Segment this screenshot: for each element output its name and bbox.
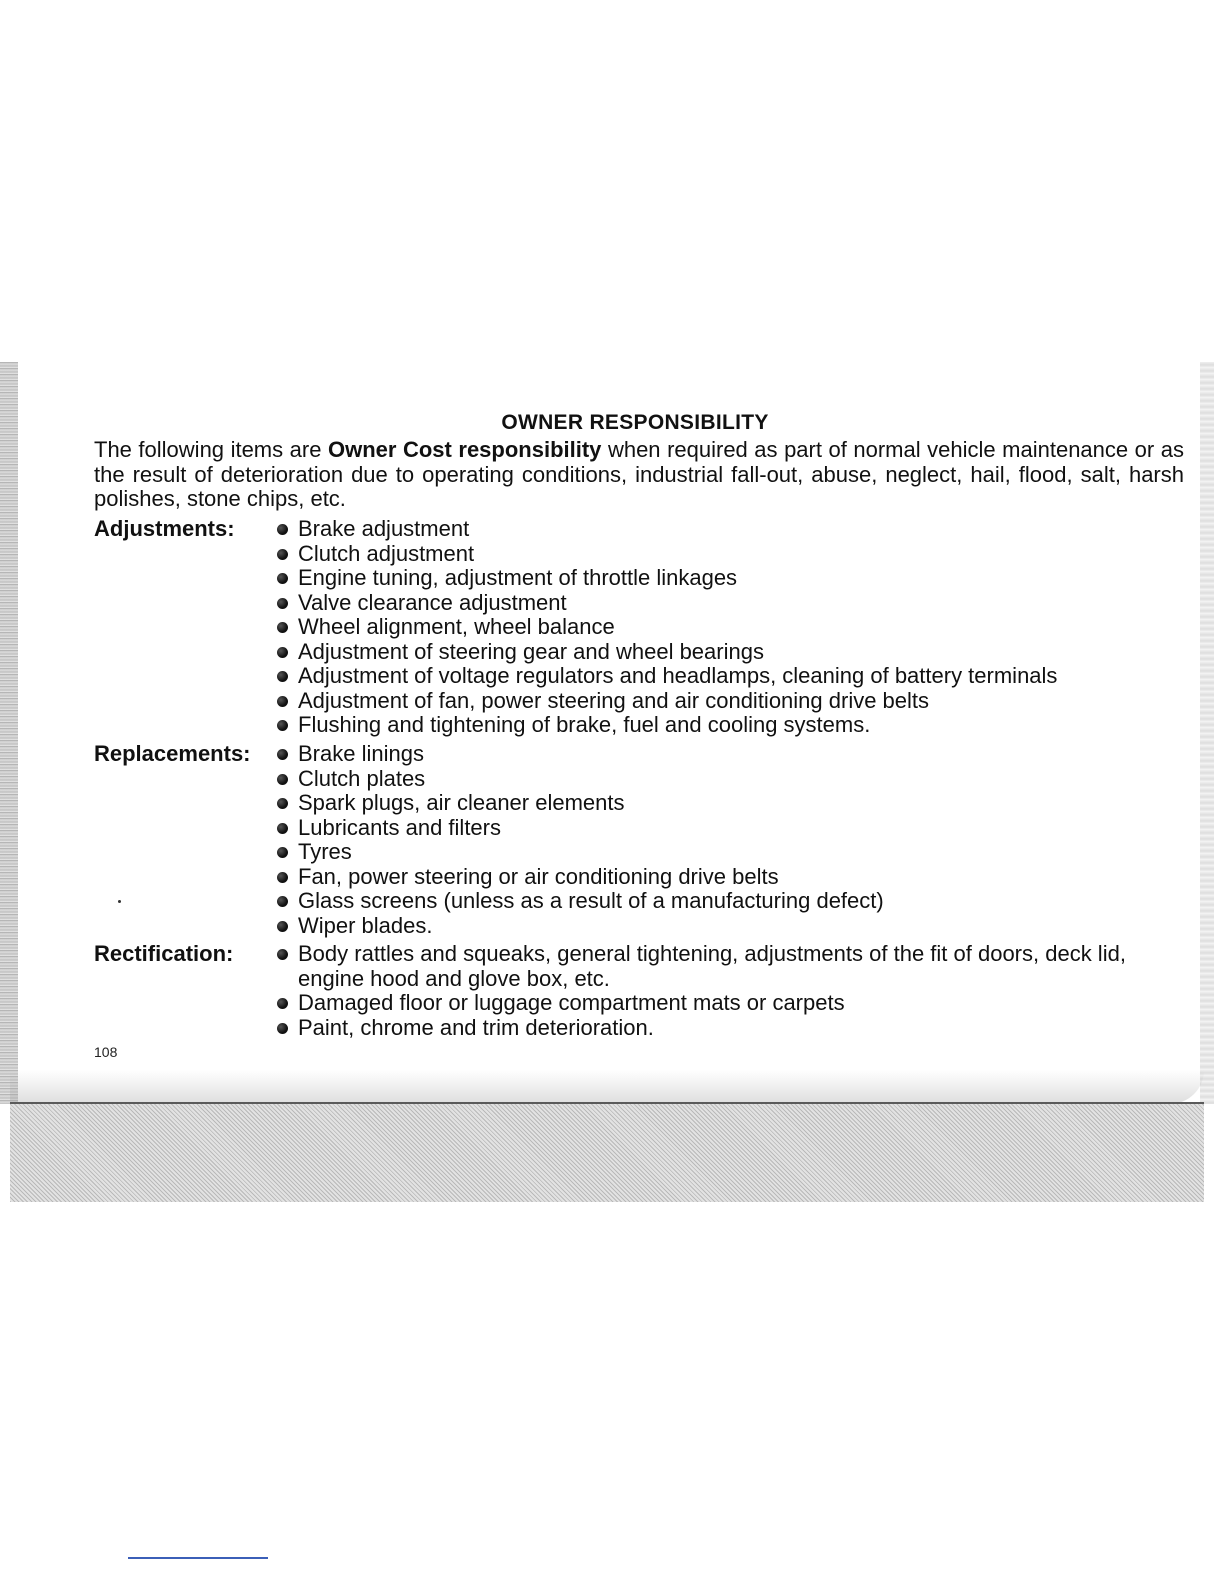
bullet-icon [277,872,288,883]
bullet-icon [277,573,288,584]
list-item-text: Adjustment of steering gear and wheel bearings [298,638,764,664]
list-item [275,816,1175,841]
list-item [275,566,1175,591]
list-item [275,865,1175,890]
bullet-icon [277,798,288,809]
list-item [275,742,1175,767]
list-item-text: Brake linings [298,741,424,766]
scan-background-band [10,1104,1204,1202]
list-item [275,991,1180,1016]
page-title: OWNER RESPONSIBILITY [501,411,769,434]
bullet-icon [277,647,288,658]
bullet-icon [277,696,288,707]
list-item-text: Lubricants and filters [298,814,501,840]
adjustments-list [275,517,1175,738]
list-item-text: Glass screens (unless as a result of a manufacturing defect) [298,888,884,913]
bullet-icon [277,998,288,1009]
stray-dot-mark [118,900,121,903]
replacements-list [275,742,1175,938]
intro-text-after: when required as part of normal vehicle maintenance or as the result of deterioration due to operating conditions, industrial fall-out, abuse, neglect, hail, flood, salt, harsh polishes, stone chips, etc. [94,437,1184,511]
bullet-icon [277,622,288,633]
list-item [275,517,1175,542]
stray-underline-mark [128,1557,268,1559]
list-item-text: Paint, chrome and trim deterioration. [298,1014,654,1040]
list-item-text: Damaged floor or luggage compartment mats or carpets [298,990,845,1015]
intro-text-before: The following items are [94,437,328,462]
list-item-text: Fan, power steering or air conditioning drive belts [298,863,779,889]
list-item-text: Tyres [298,839,352,864]
bullet-icon [277,598,288,609]
list-item-text: Flushing and tightening of brake, fuel and cooling systems. [298,712,871,737]
bullet-icon [277,671,288,682]
section-label-adjustments: Adjustments: [94,516,235,541]
list-item-text: Body rattles and squeaks, general tightening, adjustments of the fit of doors, deck lid, engine hood and glove box, etc. [298,941,1126,991]
page-number: 108 [94,1044,118,1060]
list-item-text: Clutch plates [298,765,426,791]
bullet-icon [277,720,288,731]
list-item [275,713,1175,738]
intro-text-bold: Owner Cost responsibility [327,437,602,462]
list-item-text: Valve clearance adjustment [298,589,567,615]
bullet-icon [277,949,288,960]
bullet-icon [277,774,288,785]
scan-shadow-left [0,362,18,1104]
list-item [275,767,1175,792]
list-item [275,615,1175,640]
list-item-text: Brake adjustment [298,516,470,541]
page-curl-shadow [10,1070,1204,1104]
list-item-text: Wiper blades. [298,912,433,938]
list-item-text: Adjustment of voltage regulators and headlamps, cleaning of battery terminals [298,663,1058,688]
bullet-icon [277,896,288,907]
bullet-icon [277,749,288,760]
list-item [275,591,1175,616]
list-item [275,791,1175,816]
bullet-icon [277,549,288,560]
list-item-text: Wheel alignment, wheel balance [298,614,615,639]
list-item-text: Spark plugs, air cleaner elements [298,790,625,815]
list-item-text: Engine tuning, adjustment of throttle linkages [298,565,738,590]
bullet-icon [277,1023,288,1034]
list-item-text: Adjustment of fan, power steering and air conditioning drive belts [298,687,930,713]
section-label-rectification: Rectification: [94,941,234,966]
list-item [275,889,1175,914]
list-item [275,664,1175,689]
list-item [275,1016,1180,1041]
list-item [275,914,1175,939]
bullet-icon [277,823,288,834]
list-item-text: Clutch adjustment [298,540,475,566]
section-label-replacements: Replacements: [94,741,251,766]
rectification-list [275,942,1180,1040]
intro-paragraph [94,438,1184,512]
scan-shadow-right [1200,362,1214,1104]
list-item [275,542,1175,567]
list-item [275,689,1175,714]
list-item [275,942,1180,991]
list-item [275,840,1175,865]
bullet-icon [277,921,288,932]
bullet-icon [277,847,288,858]
bullet-icon [277,524,288,535]
list-item [275,640,1175,665]
